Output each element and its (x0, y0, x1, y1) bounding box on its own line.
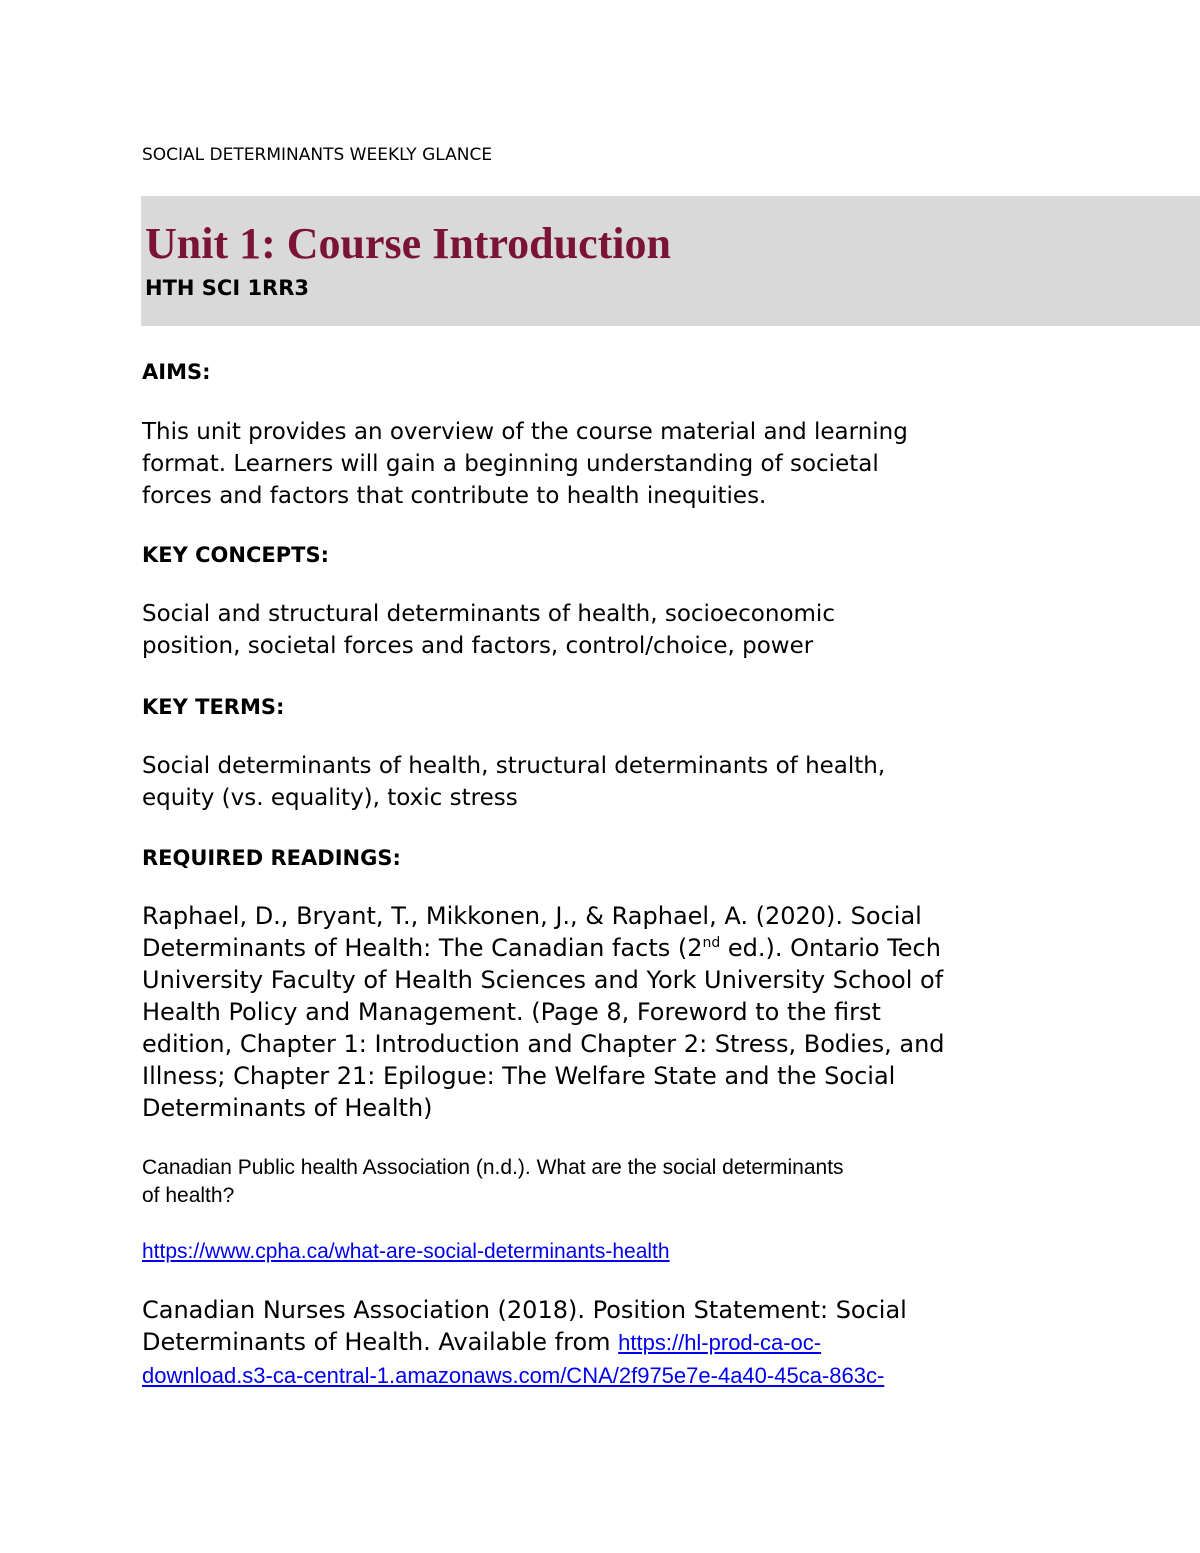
reading-text: Determinants of Health: The Canadian facts (2 (142, 934, 703, 962)
reading-cpha (142, 1154, 1062, 1210)
document-eyebrow: SOCIAL DETERMINANTS WEEKLY GLANCE (142, 145, 493, 165)
reading-line: Illness; Chapter 21: Epilogue: The Welfare State and the Social (142, 1062, 896, 1090)
key-concepts-text (142, 598, 1062, 662)
key-terms-heading: KEY TERMS: (142, 695, 285, 719)
cpha-link[interactable]: https://www.cpha.ca/what-are-social-determinants-health (142, 1240, 670, 1263)
key-concepts-line: position, societal forces and factors, control/choice, power (142, 633, 814, 659)
unit-banner (141, 196, 1200, 326)
key-terms-text (142, 750, 1062, 814)
key-concepts-line: Social and structural determinants of health, socioeconomic (142, 601, 835, 627)
reading-line: Raphael, D., Bryant, T., Mikkonen, J., & Raphael, A. (2020). Social (142, 902, 922, 930)
aims-heading: AIMS: (142, 360, 211, 384)
reading-line: University Faculty of Health Sciences and York University School of (142, 966, 944, 994)
key-concepts-heading: KEY CONCEPTS: (142, 543, 329, 567)
cpha-link-line (142, 1240, 670, 1264)
reading-text: ed.). Ontario Tech (720, 934, 941, 962)
key-terms-line: equity (vs. equality), toxic stress (142, 785, 518, 811)
required-readings-heading: REQUIRED READINGS: (142, 846, 401, 870)
reading-line (142, 1359, 1062, 1392)
course-code: HTH SCI 1RR3 (145, 276, 310, 300)
cna-link-part2[interactable]: download.s3-ca-central-1.amazonaws.com/CNA/2f975e7e-4a40-45ca-863c- (142, 1363, 885, 1388)
aims-text (142, 416, 1062, 512)
reading-line: Health Policy and Management. (Page 8, Foreword to the first (142, 998, 881, 1026)
aims-line: format. Learners will gain a beginning understanding of societal (142, 451, 879, 477)
reading-line: of health? (142, 1184, 235, 1207)
reading-line: Determinants of Health) (142, 1094, 433, 1122)
cna-link-part1[interactable]: https://hl-prod-ca-oc- (618, 1330, 822, 1355)
reading-line (142, 1326, 1062, 1359)
key-terms-line: Social determinants of health, structural determinants of health, (142, 753, 886, 779)
reading-cna (142, 1294, 1062, 1392)
aims-line: forces and factors that contribute to health inequities. (142, 483, 767, 509)
reading-line: Canadian Public health Association (n.d.). What are the social determinants (142, 1156, 844, 1179)
reading-text: Determinants of Health. Available from (142, 1328, 619, 1356)
unit-title: Unit 1: Course Introduction (145, 219, 672, 268)
reading-raphael (142, 900, 1062, 1124)
reading-line: Canadian Nurses Association (2018). Position Statement: Social (142, 1296, 907, 1324)
reading-line: edition, Chapter 1: Introduction and Chapter 2: Stress, Bodies, and (142, 1030, 945, 1058)
reading-line (142, 932, 1062, 964)
edition-superscript: nd (702, 935, 721, 951)
aims-line: This unit provides an overview of the course material and learning (142, 419, 908, 445)
